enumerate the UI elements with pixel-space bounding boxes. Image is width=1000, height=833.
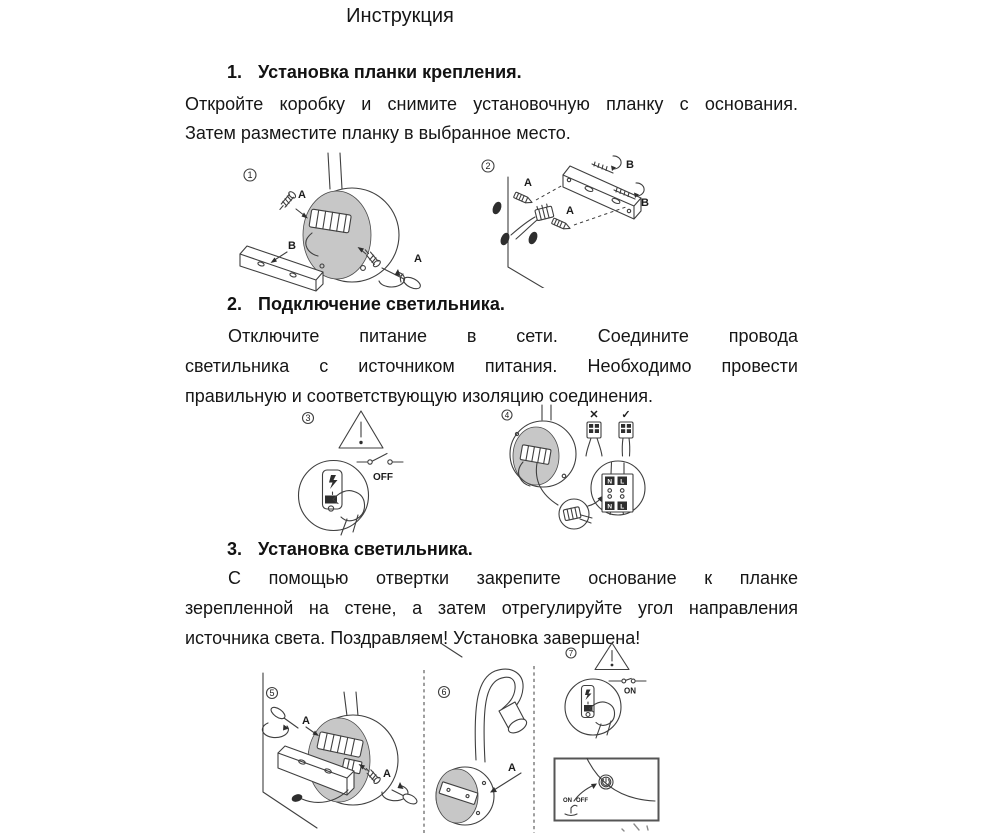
toggle-finger-icon: [565, 805, 577, 815]
arrow-head: [611, 166, 616, 172]
label-b: B: [641, 197, 649, 209]
step-number: 4: [504, 410, 510, 420]
screwdriver-shaft: [392, 790, 404, 796]
scan-artifact: [616, 820, 656, 833]
step-number: 3: [305, 413, 311, 424]
figure-step7-power-on: [545, 640, 705, 742]
screwdriver-handle: [402, 792, 419, 806]
screw-icon: [277, 190, 297, 212]
label-a: A: [298, 189, 306, 201]
section-1-number: 1.: [227, 62, 243, 82]
section-3-title: Установка светильника.: [258, 539, 473, 559]
paragraph-line: источника света. Поздравляем! Установка завершена!: [185, 628, 641, 648]
wrong-mark: ✕: [589, 409, 599, 421]
section-1-heading: [227, 62, 522, 83]
label-b: B: [626, 159, 634, 171]
wall-anchor-icon: [551, 218, 571, 231]
step-number: 5: [269, 688, 275, 699]
paragraph-line: Откройте коробку и снимите установочную планку с основания.: [185, 94, 798, 114]
wall-plug: [491, 200, 503, 215]
section-1-paragraph: [185, 90, 798, 148]
label-a: A: [383, 768, 391, 780]
figure-power-button-box: [551, 755, 663, 825]
section-2-paragraph: [185, 321, 798, 411]
paragraph-line: Затем разместите планку в выбранное место.: [185, 123, 571, 143]
arrow-head: [398, 782, 404, 789]
base-recess: [303, 191, 371, 279]
wall-anchor-icon: [513, 192, 533, 205]
page-title: Инструкция: [346, 5, 454, 27]
terminal-n-label: N: [607, 478, 613, 486]
figure-step5-fix-base: [240, 640, 425, 833]
figure-step6-assembled-lamp: [418, 640, 542, 833]
wire-plug: [291, 793, 304, 803]
label-a: A: [414, 253, 422, 265]
label-a: A: [508, 762, 516, 774]
step-number: 6: [441, 687, 447, 698]
paragraph-line: Отключите питание в сети. Соедините провода: [228, 326, 798, 346]
section-2-number: 2.: [227, 294, 243, 314]
figure-step2-fix-bracket: [468, 150, 653, 288]
step-number: 1: [247, 170, 253, 181]
figure-step1-remove-plate: [230, 152, 435, 292]
screwdriver-handle: [402, 275, 422, 291]
rotation-arrow: [262, 723, 288, 738]
wall-plug: [499, 231, 511, 246]
label-a: A: [302, 715, 310, 727]
base-arc: [587, 759, 655, 802]
paragraph-line: зерепленной на стене, а затем отрегулируйте угол направления: [185, 598, 798, 618]
paragraph-line: С помощью отвертки закрепите основание к планке: [228, 568, 798, 588]
wire-connector: [534, 203, 554, 221]
figure-step4-connect-wires: [490, 403, 650, 541]
off-label: OFF: [576, 798, 588, 804]
terminal-n-label: N: [607, 503, 613, 511]
on-label: ON: [563, 798, 572, 804]
lamp-stem: [344, 692, 358, 716]
terminal-l-label: L: [620, 503, 625, 511]
switch-state-label: ON: [624, 686, 636, 696]
section-2-heading: [227, 294, 505, 315]
terminal-l-label: L: [620, 478, 625, 486]
label-a: A: [566, 205, 574, 217]
lamp-stem: [328, 153, 342, 189]
section-3-number: 3.: [227, 539, 243, 559]
step-number: 2: [485, 161, 491, 172]
section-1-title: Установка планки крепления.: [258, 62, 522, 82]
figure-step3-power-off: [285, 403, 435, 543]
label-b: B: [288, 240, 296, 252]
connector-wrong-icon: [586, 422, 602, 456]
wall-plug: [527, 230, 539, 245]
switch-state-label: OFF: [373, 472, 393, 483]
paragraph-line: правильную и соответствующую изоляцию соединения.: [185, 386, 653, 406]
section-2-title: Подключение светильника.: [258, 294, 505, 314]
wire-connector: [563, 507, 581, 521]
connector-correct-icon: [619, 422, 633, 456]
step-number: 7: [568, 648, 574, 658]
lamp-stem: [542, 405, 551, 420]
label-a: A: [524, 177, 532, 189]
paragraph-line: светильника с источником питания. Необходимо провести: [185, 356, 798, 376]
correct-mark: ✓: [621, 409, 631, 421]
section-3-heading: [227, 539, 473, 560]
